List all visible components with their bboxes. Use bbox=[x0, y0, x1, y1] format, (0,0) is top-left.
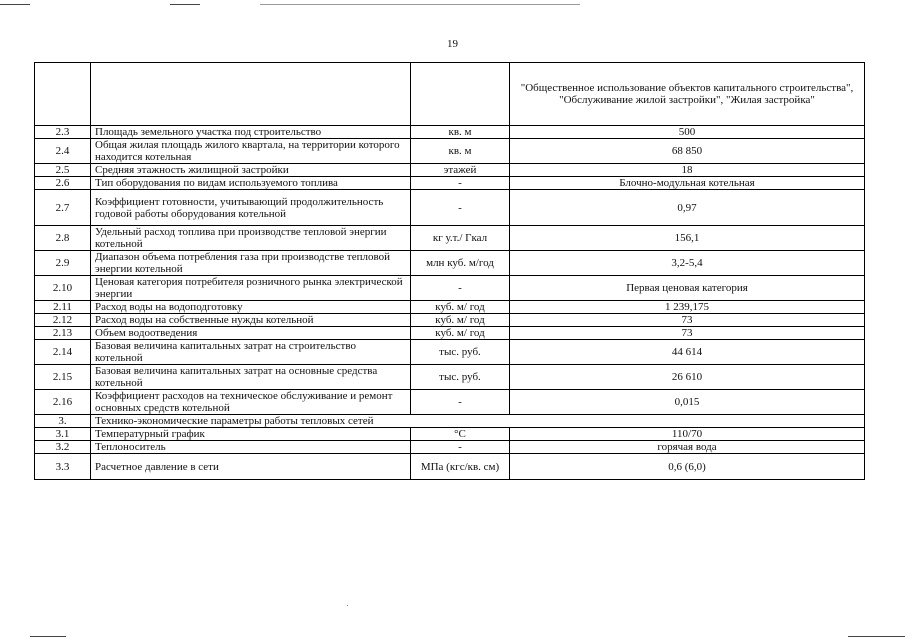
row-number: 2.8 bbox=[35, 226, 91, 251]
table-row bbox=[35, 164, 865, 177]
row-value: 73 bbox=[510, 327, 865, 340]
row-number: 2.5 bbox=[35, 164, 91, 177]
table-row bbox=[35, 276, 865, 301]
row-number: 3.1 bbox=[35, 428, 91, 441]
section-header-row bbox=[35, 415, 865, 428]
header-name-cell bbox=[91, 63, 411, 126]
row-unit: - bbox=[411, 177, 510, 190]
row-parameter-name: Базовая величина капитальных затрат на основные средства котельной bbox=[91, 365, 411, 390]
row-value: 26 610 bbox=[510, 365, 865, 390]
row-number: 2.12 bbox=[35, 314, 91, 327]
table-row bbox=[35, 190, 865, 226]
section-number: 3. bbox=[35, 415, 91, 428]
row-value: Блочно-модульная котельная bbox=[510, 177, 865, 190]
table-row bbox=[35, 177, 865, 190]
row-value: Первая ценовая категория bbox=[510, 276, 865, 301]
row-parameter-name: Ценовая категория потребителя розничного рынка электрической энергии bbox=[91, 276, 411, 301]
row-parameter-name: Средняя этажность жилищной застройки bbox=[91, 164, 411, 177]
row-number: 2.7 bbox=[35, 190, 91, 226]
table-row bbox=[35, 365, 865, 390]
row-parameter-name: Общая жилая площадь жилого квартала, на территории которого находится котельная bbox=[91, 139, 411, 164]
row-value: 1 239,175 bbox=[510, 301, 865, 314]
row-number: 2.3 bbox=[35, 126, 91, 139]
header-value-cell: "Общественное использование объектов капитального строительства", "Обслуживание жилой застройки", "Жилая застройка" bbox=[510, 63, 865, 126]
row-value: 68 850 bbox=[510, 139, 865, 164]
row-value: 0,97 bbox=[510, 190, 865, 226]
table-header-row bbox=[35, 63, 865, 126]
row-unit: куб. м/ год bbox=[411, 314, 510, 327]
row-parameter-name: Расчетное давление в сети bbox=[91, 454, 411, 480]
row-unit: кг у.т./ Гкал bbox=[411, 226, 510, 251]
scan-artifact-top-right bbox=[260, 4, 580, 5]
table-row bbox=[35, 314, 865, 327]
row-unit: куб. м/ год bbox=[411, 327, 510, 340]
row-unit: тыс. руб. bbox=[411, 340, 510, 365]
table-row bbox=[35, 251, 865, 276]
row-parameter-name: Теплоноситель bbox=[91, 441, 411, 454]
row-parameter-name: Расход воды на собственные нужды котельной bbox=[91, 314, 411, 327]
row-number: 2.9 bbox=[35, 251, 91, 276]
row-unit: куб. м/ год bbox=[411, 301, 510, 314]
scan-artifact-bottom-right bbox=[848, 636, 905, 637]
row-value: 0,6 (6,0) bbox=[510, 454, 865, 480]
row-unit: млн куб. м/год bbox=[411, 251, 510, 276]
row-unit: - bbox=[411, 390, 510, 415]
row-value: 500 bbox=[510, 126, 865, 139]
table-row bbox=[35, 327, 865, 340]
table-row bbox=[35, 390, 865, 415]
header-num-cell bbox=[35, 63, 91, 126]
scan-speck bbox=[347, 605, 348, 606]
row-parameter-name: Коэффициент готовности, учитывающий продолжительность годовой работы оборудования котельной bbox=[91, 190, 411, 226]
row-parameter-name: Тип оборудования по видам используемого топлива bbox=[91, 177, 411, 190]
row-parameter-name: Площадь земельного участка под строительство bbox=[91, 126, 411, 139]
row-unit: - bbox=[411, 190, 510, 226]
table-row bbox=[35, 226, 865, 251]
table-row bbox=[35, 428, 865, 441]
row-unit: тыс. руб. bbox=[411, 365, 510, 390]
row-value: горячая вода bbox=[510, 441, 865, 454]
row-number: 2.4 bbox=[35, 139, 91, 164]
row-value: 156,1 bbox=[510, 226, 865, 251]
table-row bbox=[35, 340, 865, 365]
row-number: 2.15 bbox=[35, 365, 91, 390]
row-unit: - bbox=[411, 441, 510, 454]
table-row bbox=[35, 301, 865, 314]
row-number: 2.14 bbox=[35, 340, 91, 365]
row-number: 2.13 bbox=[35, 327, 91, 340]
row-parameter-name: Температурный график bbox=[91, 428, 411, 441]
row-value: 73 bbox=[510, 314, 865, 327]
row-unit: - bbox=[411, 276, 510, 301]
table-row bbox=[35, 454, 865, 480]
row-value: 18 bbox=[510, 164, 865, 177]
row-parameter-name: Коэффициент расходов на техническое обслуживание и ремонт основных средств котельной bbox=[91, 390, 411, 415]
parameters-table bbox=[34, 62, 865, 480]
header-unit-cell bbox=[411, 63, 510, 126]
row-unit: кв. м bbox=[411, 126, 510, 139]
row-value: 0,015 bbox=[510, 390, 865, 415]
row-unit: МПа (кгс/кв. см) bbox=[411, 454, 510, 480]
row-number: 2.11 bbox=[35, 301, 91, 314]
row-value: 110/70 bbox=[510, 428, 865, 441]
row-parameter-name: Объем водоотведения bbox=[91, 327, 411, 340]
row-unit: кв. м bbox=[411, 139, 510, 164]
table-row bbox=[35, 126, 865, 139]
row-parameter-name: Диапазон объема потребления газа при производстве тепловой энергии котельной bbox=[91, 251, 411, 276]
row-parameter-name: Удельный расход топлива при производстве тепловой энергии котельной bbox=[91, 226, 411, 251]
section-title: Технико-экономические параметры работы тепловых сетей bbox=[91, 415, 865, 428]
row-value: 44 614 bbox=[510, 340, 865, 365]
row-unit: °С bbox=[411, 428, 510, 441]
row-unit: этажей bbox=[411, 164, 510, 177]
scan-artifact-top-left bbox=[0, 4, 30, 5]
row-parameter-name: Базовая величина капитальных затрат на строительство котельной bbox=[91, 340, 411, 365]
row-value: 3,2-5,4 bbox=[510, 251, 865, 276]
page-number: 19 bbox=[447, 38, 458, 50]
scan-artifact-bottom-left bbox=[30, 636, 66, 637]
scan-artifact-top-mid bbox=[170, 4, 200, 5]
row-number: 2.6 bbox=[35, 177, 91, 190]
table-row bbox=[35, 139, 865, 164]
row-number: 3.2 bbox=[35, 441, 91, 454]
row-number: 2.16 bbox=[35, 390, 91, 415]
row-number: 3.3 bbox=[35, 454, 91, 480]
row-number: 2.10 bbox=[35, 276, 91, 301]
table-row bbox=[35, 441, 865, 454]
row-parameter-name: Расход воды на водоподготовку bbox=[91, 301, 411, 314]
